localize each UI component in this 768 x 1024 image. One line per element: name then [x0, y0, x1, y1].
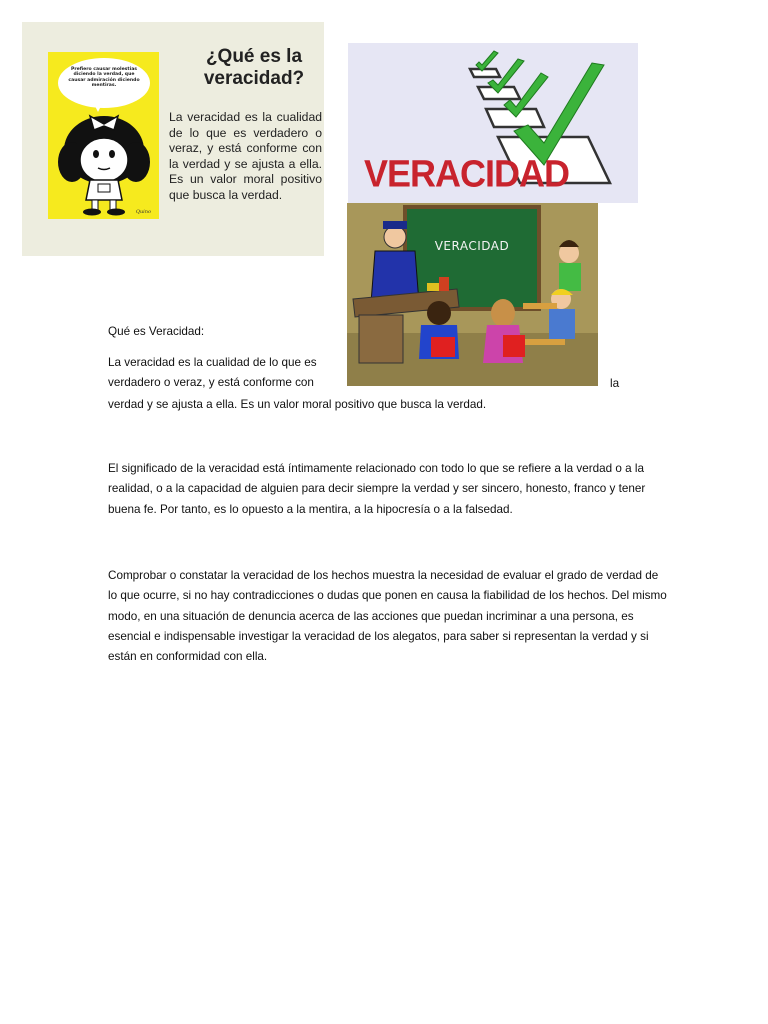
- veracidad-checklist-image: [348, 43, 638, 203]
- paragraph-1-end: verdad y se ajusta a ella. Es un valor moral positivo que busca la verdad.: [108, 398, 487, 411]
- card-body-text: La veracidad es la cualidad de lo que es verdadero o veraz, y está conforme con la verdad y se ajusta a ella. Es un valor moral positivo que busca la verdad.: [169, 110, 322, 202]
- mafalda-info-card: [22, 22, 324, 256]
- paragraph-1-line-2: verdadero o veraz, y está conforme con: [108, 376, 314, 390]
- card-title: ¿Qué es la veracidad?: [203, 46, 305, 89]
- chalkboard-text: VERACIDAD: [434, 239, 510, 253]
- paragraph-1-line-1: La veracidad es la cualidad de lo que es: [108, 356, 317, 369]
- paragraph-2: El significado de la veracidad está íntimamente relacionado con todo lo que se refiere a la verdad o a la realidad, o a la capacidad de alguien para decir siempre la verdad y ser sincero, honesto, franco y tener buena fe. Por tanto, es lo opuesto a la mentira, a la hipocresía o a la falsedad.: [108, 462, 646, 516]
- mafalda-character-icon: [52, 110, 156, 216]
- mafalda-illustration: [48, 52, 159, 219]
- paragraph-3: Comprobar o constatar la veracidad de los hechos muestra la necesidad de evaluar el grado de verdad de lo que ocurre, si no hay contradicciones o dudas que ponen en causa la fiabilidad de los hechos. Del mismo modo, en una situación de denuncia acerca de las acciones que puedan incriminar a una persona, es esencial e indispensable investigar la veracidad de los alegatos, para saber si representan la verdad y si están en conformidad con ella.: [108, 569, 667, 664]
- veracidad-word: VERACIDAD: [364, 151, 570, 195]
- paragraph-1-right-word: la: [610, 377, 620, 390]
- paragraph-1-start: [108, 353, 348, 394]
- classroom-image: [347, 203, 598, 386]
- article-heading: Qué es Veracidad:: [108, 325, 205, 338]
- classroom-scene-icon: [347, 203, 598, 386]
- artist-signature: Quino: [135, 209, 151, 215]
- speech-bubble: Prefiero causar molestias diciendo la verdad, que causar admiración diciendo mentiras.: [58, 58, 150, 108]
